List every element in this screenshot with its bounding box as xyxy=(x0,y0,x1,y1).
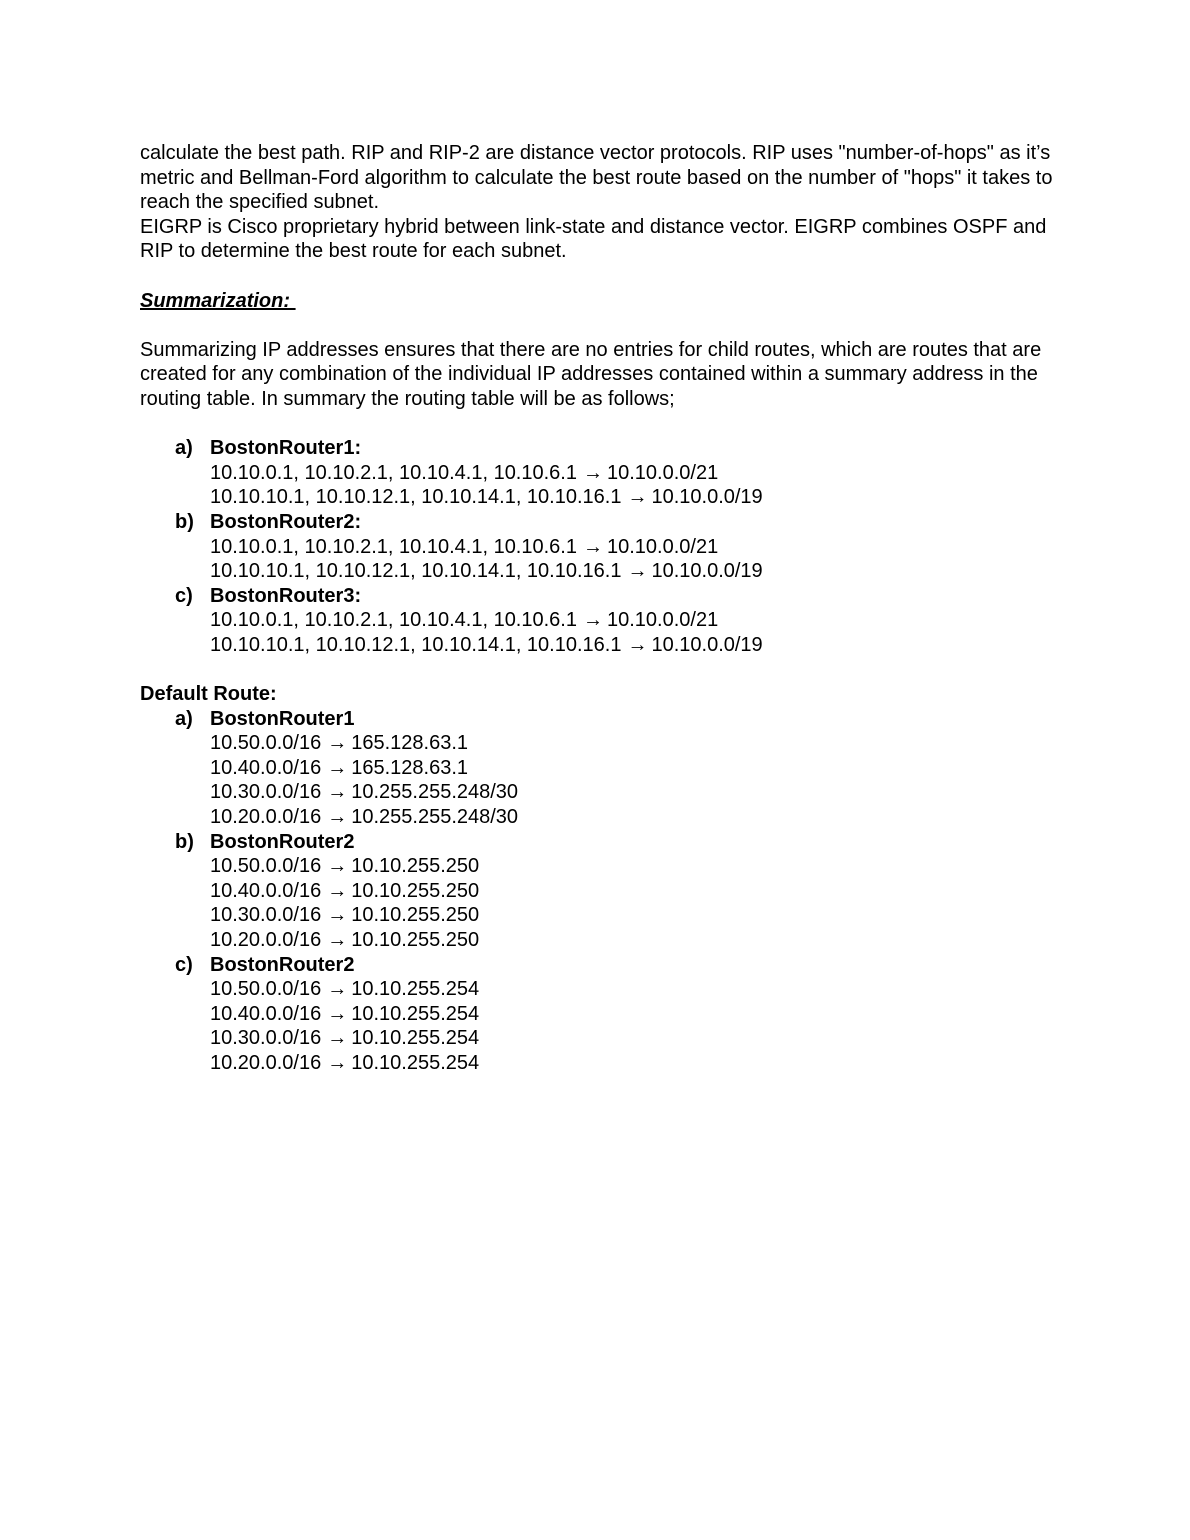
route-from: 10.40.0.0/16 xyxy=(210,1002,322,1025)
summarization-router-item xyxy=(140,510,1070,584)
route-to: 10.10.255.254 xyxy=(351,1027,480,1050)
list-marker: b) xyxy=(175,830,194,853)
summarization-router-item xyxy=(140,436,1070,510)
router-name: BostonRouter3: xyxy=(210,584,362,607)
route-from: 10.40.0.0/16 xyxy=(210,756,322,779)
route-from: 10.20.0.0/16 xyxy=(210,929,322,951)
route-from: 10.10.0.1, 10.10.2.1, 10.10.4.1, 10.10.6.1 xyxy=(210,609,577,632)
route-to: 10.10.0.0/19 xyxy=(651,486,763,509)
route-to: 10.10.0.0/21 xyxy=(606,535,719,558)
route-to: 10.10.255.250 xyxy=(351,904,480,927)
document-page xyxy=(140,141,1070,1076)
route-line xyxy=(210,756,1070,781)
arrow-right-icon: → xyxy=(327,879,348,902)
route-from: 10.50.0.0/16 xyxy=(210,978,322,1001)
arrow-right-icon: → xyxy=(327,1051,348,1074)
route-from: 10.40.0.0/16 xyxy=(210,879,322,902)
list-marker: c) xyxy=(175,584,193,607)
route-line xyxy=(210,559,1070,584)
route-line xyxy=(210,879,1070,904)
router-name: BostonRouter2: xyxy=(210,510,362,533)
route-from: 10.50.0.0/16 xyxy=(210,732,322,755)
route-line xyxy=(210,1051,1070,1076)
route-line xyxy=(210,780,1070,805)
spacer xyxy=(140,264,1070,289)
arrow-right-icon: → xyxy=(582,609,603,632)
default-route-router-item xyxy=(140,830,1070,953)
arrow-right-icon: → xyxy=(327,781,348,804)
route-to: 10.10.255.250 xyxy=(351,879,480,902)
arrow-right-icon: → xyxy=(327,1027,348,1050)
arrow-right-icon: → xyxy=(327,855,348,878)
route-line xyxy=(210,977,1070,1002)
summarization-heading: Summarization: xyxy=(140,289,296,312)
router-name: BostonRouter2 xyxy=(210,830,355,853)
list-marker: a) xyxy=(175,437,193,460)
route-from: 10.20.0.0/16 xyxy=(210,1051,322,1074)
route-from: 10.10.0.1, 10.10.2.1, 10.10.4.1, 10.10.6.1 xyxy=(210,535,577,558)
intro-paragraph-routing-protocols: calculate the best path. RIP and RIP-2 are distance vector protocols. RIP uses "number-of-hops" as it’s metric and Bellman-Ford algorithm to calculate the best route based on the number of "hops" it takes to reach the specified subnet. xyxy=(140,142,1053,214)
route-to: 10.10.0.0/19 xyxy=(651,560,763,583)
route-from: 10.30.0.0/16 xyxy=(210,781,322,804)
route-from: 10.30.0.0/16 xyxy=(210,904,322,927)
arrow-right-icon: → xyxy=(327,806,348,829)
route-from: 10.10.10.1, 10.10.12.1, 10.10.14.1, 10.10.16.1 xyxy=(210,633,622,656)
route-line xyxy=(210,485,1070,510)
route-line xyxy=(210,633,1070,658)
route-from: 10.50.0.0/16 xyxy=(210,855,322,878)
arrow-right-icon: → xyxy=(327,978,348,1001)
route-to: 10.10.255.250 xyxy=(351,929,480,951)
route-to: 10.10.255.254 xyxy=(351,1051,480,1074)
arrow-right-icon: → xyxy=(327,732,348,755)
summarization-router-list xyxy=(140,436,1070,657)
route-line xyxy=(210,928,1070,953)
list-marker: b) xyxy=(175,510,194,533)
router-name: BostonRouter2 xyxy=(210,953,355,976)
list-marker: a) xyxy=(175,707,193,730)
route-to: 10.255.255.248/30 xyxy=(351,781,519,804)
intro-paragraph-eigrp: EIGRP is Cisco proprietary hybrid between link-state and distance vector. EIGRP combines OSPF and RIP to determine the best route for each subnet. xyxy=(140,215,1047,263)
default-route-heading: Default Route: xyxy=(140,683,277,706)
route-line xyxy=(210,805,1070,830)
route-from: 10.10.0.1, 10.10.2.1, 10.10.4.1, 10.10.6.1 xyxy=(210,461,577,484)
arrow-right-icon: → xyxy=(327,929,348,951)
route-line xyxy=(210,608,1070,633)
route-to: 10.10.255.250 xyxy=(351,855,480,878)
route-to: 10.10.255.254 xyxy=(351,978,480,1001)
route-line xyxy=(210,903,1070,928)
route-from: 10.30.0.0/16 xyxy=(210,1027,322,1050)
route-line xyxy=(210,1002,1070,1027)
route-line xyxy=(210,1026,1070,1051)
route-to: 10.10.255.254 xyxy=(351,1002,480,1025)
arrow-right-icon: → xyxy=(327,904,348,927)
arrow-right-icon: → xyxy=(627,486,648,509)
route-from: 10.20.0.0/16 xyxy=(210,806,322,829)
default-route-router-list xyxy=(140,707,1070,1076)
router-name: BostonRouter1: xyxy=(210,437,362,460)
arrow-right-icon: → xyxy=(627,560,648,583)
route-to: 165.128.63.1 xyxy=(351,732,468,755)
route-line xyxy=(210,731,1070,756)
summarization-router-item xyxy=(140,584,1070,658)
router-name: BostonRouter1 xyxy=(210,707,355,730)
route-to: 10.255.255.248/30 xyxy=(351,806,519,829)
route-line xyxy=(210,461,1070,486)
route-to: 10.10.0.0/19 xyxy=(651,633,763,656)
spacer xyxy=(140,412,1070,437)
arrow-right-icon: → xyxy=(582,535,603,558)
arrow-right-icon: → xyxy=(627,633,648,656)
route-line xyxy=(210,535,1070,560)
route-from: 10.10.10.1, 10.10.12.1, 10.10.14.1, 10.10.16.1 xyxy=(210,486,622,509)
route-line xyxy=(210,854,1070,879)
arrow-right-icon: → xyxy=(327,1002,348,1025)
default-route-router-item xyxy=(140,953,1070,1076)
summarization-paragraph: Summarizing IP addresses ensures that there are no entries for child routes, which are routes that are created for any combination of the individual IP addresses contained within a summary address in the routing table. In summary the routing table will be as follows; xyxy=(140,338,1042,410)
route-from: 10.10.10.1, 10.10.12.1, 10.10.14.1, 10.10.16.1 xyxy=(210,560,622,583)
spacer xyxy=(140,313,1070,338)
route-to: 10.10.0.0/21 xyxy=(606,461,719,484)
default-route-router-item xyxy=(140,707,1070,830)
arrow-right-icon: → xyxy=(582,461,603,484)
route-to: 10.10.0.0/21 xyxy=(606,609,719,632)
route-to: 165.128.63.1 xyxy=(351,756,468,779)
spacer xyxy=(140,657,1070,682)
arrow-right-icon: → xyxy=(327,756,348,779)
list-marker: c) xyxy=(175,953,193,976)
